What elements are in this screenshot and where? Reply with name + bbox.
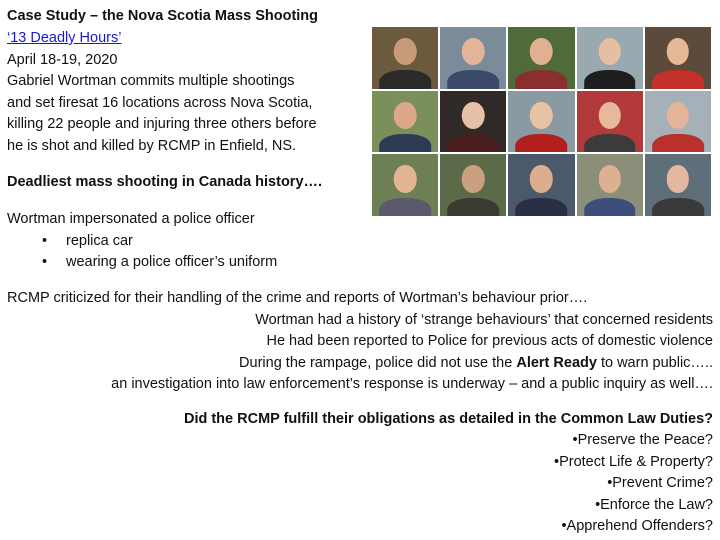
victim-photo	[440, 27, 506, 89]
duties-question: Did the RCMP fulfill their obligations as detailed in the Common Law Duties?	[183, 411, 713, 427]
portrait-body	[652, 134, 704, 153]
summary-line: he is shot and killed by RCMP in Enfield, NS.	[7, 138, 297, 154]
summary-line: killing 22 people and injuring three others before	[7, 116, 317, 132]
bullet-marker: •	[572, 432, 578, 448]
portrait-head	[530, 38, 553, 65]
victims-photo-collage	[372, 27, 711, 216]
summary-line: and set firesat 16 locations across Nova Scotia,	[7, 95, 313, 111]
victim-photo	[372, 154, 438, 216]
portrait-head	[394, 38, 417, 65]
portrait-head	[462, 165, 485, 192]
portrait-body	[447, 70, 499, 89]
duty-text: Enforce the Law?	[600, 497, 713, 513]
duty-text: Preserve the Peace?	[577, 432, 713, 448]
portrait-body	[447, 134, 499, 153]
bullet-text: replica car	[66, 233, 133, 249]
portrait-body	[379, 198, 431, 217]
bullet-marker: •	[595, 497, 601, 513]
bullet-marker: •	[561, 518, 567, 534]
impersonation-bullet	[42, 231, 133, 253]
victim-photo	[645, 91, 711, 153]
portrait-head	[394, 102, 417, 129]
victim-photo	[645, 154, 711, 216]
alert-ready-term: Alert Ready	[516, 355, 597, 371]
portrait-head	[667, 102, 690, 129]
criticism-line: He had been reported to Police for previous acts of domestic violence	[266, 333, 713, 349]
victim-photo	[577, 91, 643, 153]
portrait-head	[598, 102, 621, 129]
victim-photo	[508, 91, 574, 153]
duty-item	[535, 452, 713, 474]
portrait-head	[394, 165, 417, 192]
bullet-marker: •	[42, 254, 48, 270]
duty-item	[543, 516, 713, 538]
summary-line: Gabriel Wortman commits multiple shootings	[7, 73, 295, 89]
victim-photo	[508, 27, 574, 89]
criticism-line: an investigation into law enforcement’s response is underway – and a public inquiry as well….	[111, 376, 713, 392]
portrait-body	[652, 70, 704, 89]
victim-photo	[577, 154, 643, 216]
duty-text: Prevent Crime?	[612, 475, 713, 491]
impersonation-intro: Wortman impersonated a police officer	[7, 211, 255, 227]
duty-text: Apprehend Offenders?	[566, 518, 713, 534]
portrait-head	[598, 38, 621, 65]
incident-dates: April 18-19, 2020	[7, 52, 118, 68]
victim-photo	[372, 91, 438, 153]
portrait-head	[530, 102, 553, 129]
duty-item	[554, 430, 713, 452]
portrait-head	[462, 102, 485, 129]
portrait-body	[584, 70, 636, 89]
victim-photo	[508, 154, 574, 216]
duty-item	[576, 495, 713, 517]
criticism-line: Wortman had a history of ‘strange behaviours’ that concerned residents	[255, 312, 713, 328]
portrait-body	[447, 198, 499, 217]
duty-text: Protect Life & Property?	[559, 454, 713, 470]
victim-photo	[645, 27, 711, 89]
victim-photo	[440, 91, 506, 153]
criticism-line	[239, 353, 713, 375]
victim-photo	[577, 27, 643, 89]
portrait-body	[584, 198, 636, 217]
portrait-head	[667, 165, 690, 192]
portrait-body	[584, 134, 636, 153]
portrait-body	[379, 134, 431, 153]
portrait-body	[516, 198, 568, 217]
portrait-head	[462, 38, 485, 65]
headline: Deadliest mass shooting in Canada history….	[7, 174, 323, 190]
bullet-marker: •	[607, 475, 613, 491]
victim-photo	[372, 27, 438, 89]
alert-text-pre: During the rampage, police did not use the	[239, 355, 517, 371]
impersonation-bullet	[42, 252, 277, 274]
victim-photo	[440, 154, 506, 216]
portrait-body	[652, 198, 704, 217]
slide-title: Case Study – the Nova Scotia Mass Shooting	[7, 8, 319, 24]
portrait-body	[516, 134, 568, 153]
portrait-head	[667, 38, 690, 65]
portrait-head	[530, 165, 553, 192]
portrait-body	[379, 70, 431, 89]
deadly-hours-link[interactable]: ‘13 Deadly Hours’	[7, 30, 122, 46]
duty-item	[588, 473, 713, 495]
bullet-marker: •	[553, 454, 560, 470]
portrait-head	[598, 165, 621, 192]
bullet-text: wearing a police officer’s uniform	[66, 254, 278, 270]
portrait-body	[516, 70, 568, 89]
alert-text-post: to warn public…..	[596, 355, 713, 371]
criticism-line: RCMP criticized for their handling of the crime and reports of Wortman’s behaviour prior….	[7, 290, 588, 306]
bullet-marker: •	[42, 233, 48, 249]
